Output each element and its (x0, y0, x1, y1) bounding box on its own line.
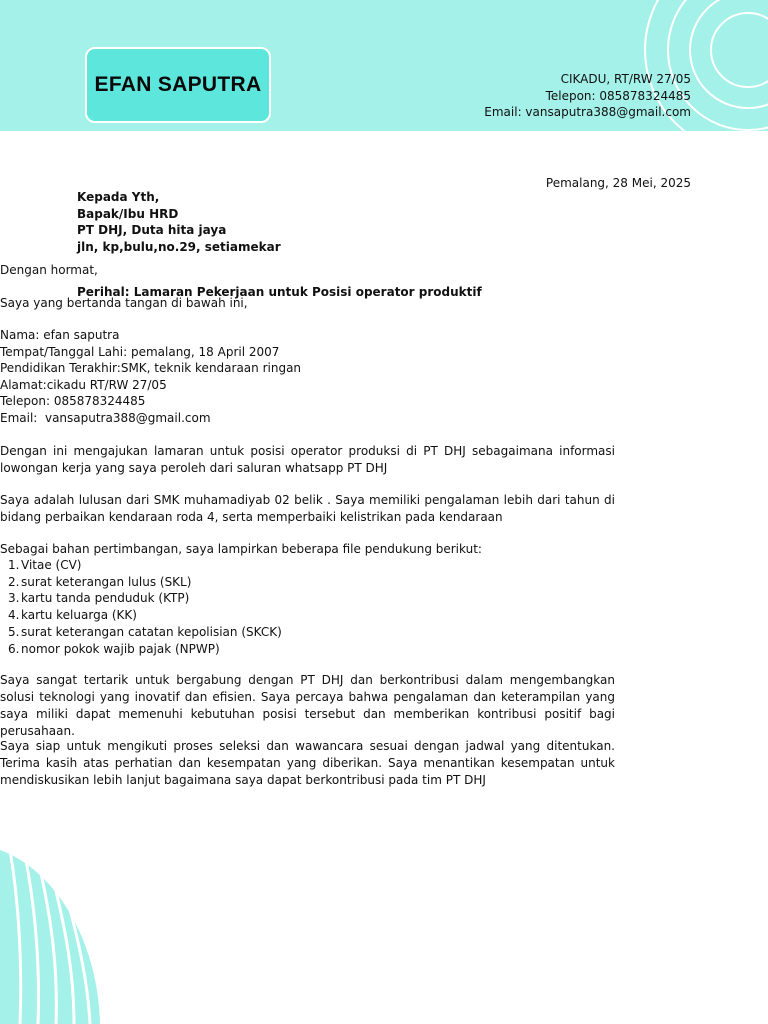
name-banner (85, 47, 271, 123)
stripes-decoration (0, 850, 110, 1024)
list-item-number: 4. (8, 608, 20, 623)
recipient-line: PT DHJ, Duta hita jaya (77, 223, 227, 237)
recipient-line: Kepada Yth, (77, 190, 160, 204)
list-item-number: 1. (8, 558, 20, 572)
list-item-number: 2. (8, 574, 20, 589)
list-item-text: kartu tanda penduduk (KTP) (21, 591, 190, 606)
paragraph-interest: Saya sangat tertarik untuk bergabung dengan PT DHJ dan berkontribusi dalam mengembangkan solusi teknologi yang inovatif dan efisien. Saya percaya bahwa pengalaman dan keterampilan yang saya miliki dapat memenuhi kebutuhan posisi tersebut dan memberikan kontribusi positif bagi perusahaan. (0, 673, 615, 738)
attachments-list (0, 557, 282, 657)
list-item (0, 624, 282, 641)
list-item-number: 5. (8, 624, 20, 639)
list-item (0, 590, 282, 607)
place-date: Pemalang, 28 Mei, 2025 (545, 176, 691, 190)
contact-phone: Telepon: 085878324485 (545, 89, 691, 103)
header-band (0, 0, 768, 131)
detail-birth: Tempat/Tanggal Lahi: pemalang, 18 April 2007 (0, 345, 280, 359)
list-item-text: surat keterangan catatan kepolisian (SKCK) (21, 624, 282, 639)
paragraph-closing: Saya siap untuk mengikuti proses seleksi dan wawancara sesuai dengan jadwal yang ditentukan. Terima kasih atas perhatian dan kesempatan yang diberikan. Saya menantikan kesempatan untuk mendiskusikan lebih lanjut bagaimana saya dapat berkontribusi pada tim PT DHJ (0, 739, 615, 787)
detail-education: Pendidikan Terakhir:SMK, teknik kendaraan ringan (0, 361, 302, 375)
list-item (0, 557, 282, 574)
detail-phone: Telepon: 085878324485 (0, 394, 146, 408)
detail-address: Alamat:cikadu RT/RW 27/05 (0, 378, 167, 392)
paragraph-experience: Saya adalah lulusan dari SMK muhamadiyab 02 belik . Saya memiliki pengalaman lebih dari tahun di bidang perbaikan kendaraan roda 4, serta memperbaiki kelistrikan pada kendaraan (0, 493, 615, 524)
list-item (0, 641, 282, 658)
applicant-name: EFAN SAPUTRA (94, 73, 262, 96)
attachments-intro: Sebagai bahan pertimbangan, saya lampirkan beberapa file pendukung berikut: (0, 542, 482, 556)
list-item (0, 574, 282, 591)
list-item-number: 3. (8, 591, 20, 606)
paragraph-application: Dengan ini mengajukan lamaran untuk posisi operator produksi di PT DHJ sebagaimana informasi lowongan kerja yang saya peroleh dari saluran whatsapp PT DHJ (0, 444, 615, 475)
list-item-text: nomor pokok wajib pajak (NPWP) (21, 641, 220, 656)
recipient-line: Bapak/Ibu HRD (77, 207, 179, 221)
detail-name: Nama: efan saputra (0, 328, 120, 342)
detail-email: Email: vansaputra388@gmail.com (0, 411, 211, 425)
contact-address: CIKADU, RT/RW 27/05 (560, 72, 691, 86)
intro-line: Saya yang bertanda tangan di bawah ini, (0, 296, 248, 310)
list-item-text: Vitae (CV) (21, 558, 82, 572)
list-item-text: surat keterangan lulus (SKL) (21, 574, 192, 589)
subject-line: Perihal: Lamaran Pekerjaan untuk Posisi operator produktif (77, 285, 482, 299)
list-item-number: 6. (8, 641, 20, 656)
contact-email: Email: vansaputra388@gmail.com (484, 105, 691, 119)
recipient-line: jln, kp,bulu,no.29, setiamekar (77, 240, 281, 254)
greeting: Dengan hormat, (0, 263, 98, 277)
list-item-text: kartu keluarga (KK) (21, 608, 137, 623)
list-item (0, 607, 282, 624)
